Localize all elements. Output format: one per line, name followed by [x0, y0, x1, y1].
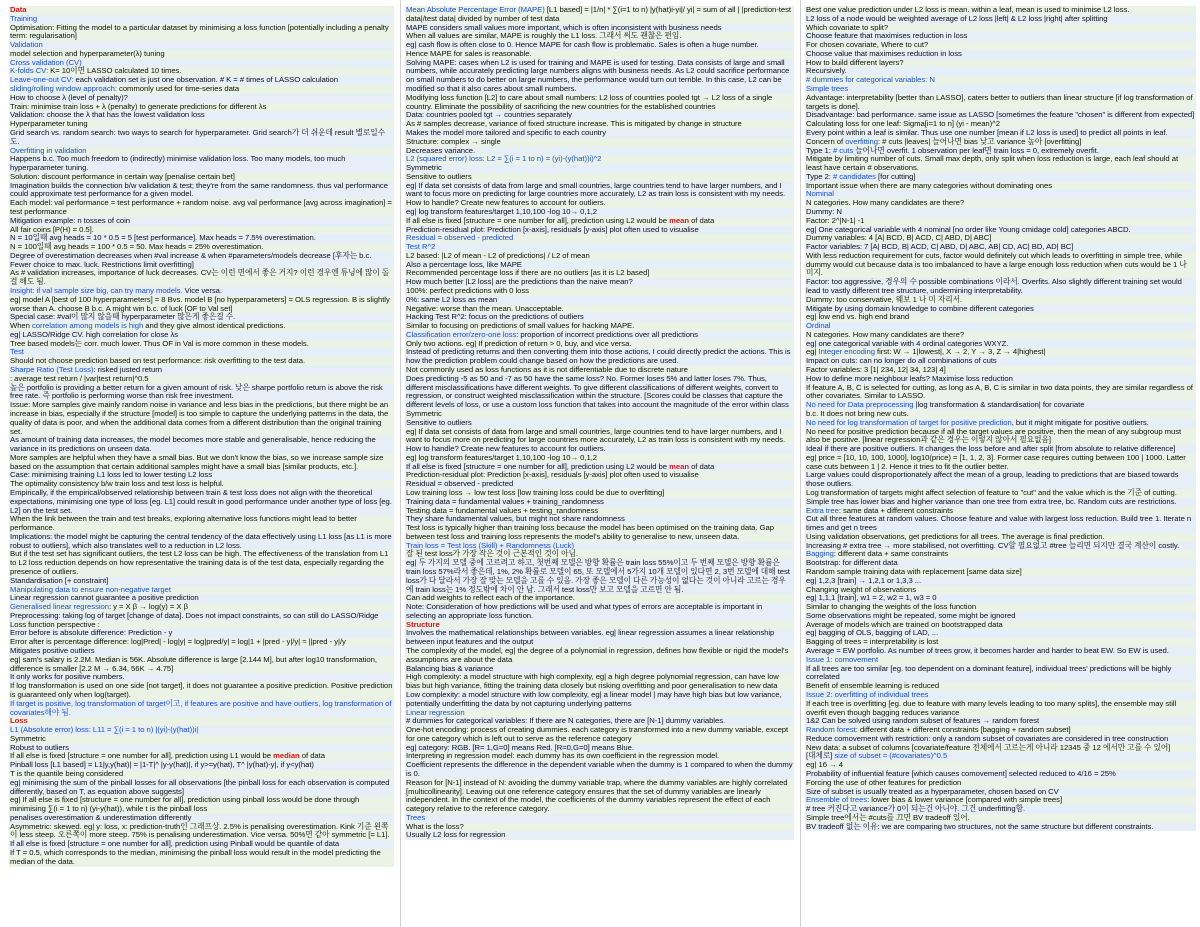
- section-heading: Structure: [405, 621, 794, 630]
- note-text: [L1 based] = |1/n| * ∑(i=1 to n) |y(hat)i-yi|/ yi| = sum of all | |prediction-test data|/test data| divided by number of test data: [406, 5, 791, 23]
- topic-heading: Simple trees: [805, 85, 1196, 94]
- note-line: If log transformation is used on one side [not target], it does not guarantee a positive prediction. Positive prediction is guaranteed only when log(target).: [10, 681, 393, 699]
- note-line: Solving MAPE: cases when L2 is used for training and MAPE is used for testing. Data consists of large and small numbers, while accurately predicting large numbers aligns with business needs. As L2 could sacrifice performance on small numbers to do better on large numbers, the performance would turn out terrible. In this case, L2 can be modified so that it also cares about small numbers.: [405, 59, 794, 94]
- note-line: # dummies for categorical variables: If there are N categories, there are [N-1] dummy variables.: [405, 717, 794, 726]
- highlight-term: Generalised linear regression: [10, 602, 109, 612]
- note-line: Each model: val performance = test performance + random noise. avg val performance [avg across imagination] = test performance: [9, 199, 394, 217]
- note-line: Tree based models는 corr. much lower. Thus OF in Val is more common in these models.: [9, 340, 394, 349]
- note-line: model selection and hyperparameter(λ) tuning: [9, 50, 394, 59]
- note-line: Training data = fundamental values + training_randomness: [405, 498, 794, 507]
- note-line: Sensitive to outliers: [405, 173, 794, 182]
- highlight-term: size of subset = (#covariates)^0.5: [834, 751, 948, 761]
- note-line: New data: a subset of columns [covariate/feature 전체에서 고르는게 아니라 12345 중 12 에서만 고를 수 있어]: [805, 744, 1196, 753]
- section-heading: Loss: [9, 717, 394, 726]
- note-line: penalises overestimation & underestimation differently: [9, 814, 394, 823]
- note-line: More samples are helpful when they have a small bias. But we don't know the bias, so we increase sample size based on the assumption that certain additional samples might have a small bias [similar products, etc.].: [9, 454, 394, 472]
- note-line: Issue: More samples give mainly random noise in variance and less bias in the predictions, but there might be an increase in bias, especially if the structure [model] is too simple to capture the underlying patterns in the data, the quality of data is poor, and when the additional data comes from a different distribution than the original training set.: [9, 401, 394, 436]
- note-line: Does predicting -5 as 50 and -7 as 50 have the same loss? No. Former loses 5% and latter loses 7%. Thus, different misclassifications have different weights. To give different classifications of different weights, convert to regression, or construct weighted misclassification within the structure. [Scores could be classes that capture the different levels of loss, or use a custom loss function that takes into account the magnitude of the error within class: [405, 375, 794, 410]
- note-line: Optimisation: Fitting the model to a particular dataset by minimising a loss function [potentially including a penalty term: regularisation]: [9, 24, 394, 42]
- note-line: Mitigation example: n tosses of coin: [9, 217, 394, 226]
- note-line: eg| log transform features/target 1,10,100 -log 10→ 0,1,2: [405, 454, 794, 463]
- topic-heading: Issue 2: overfitting of individual trees: [805, 691, 1196, 700]
- note-text: : same data + different constraints: [838, 505, 953, 515]
- note-text: eg|: [806, 347, 819, 357]
- note-line: With less reduction requirement for cuts, factor would definitely cut which leads to overfitting in simple tree, while dummy would cut because data is too imbalanced to have a large enough loss reduction when cuts would be 1 나 미지.: [805, 252, 1196, 278]
- note-line: Factor: too aggressive, 경우의 수 possible combinations 이라서. Overfits. Also slightly different training set would lead to vastly different tree structure, undermining interpretability.: [805, 278, 1196, 296]
- note-line: Hacking Test R^2: focus on the predictions of outliers: [405, 313, 794, 322]
- note-text: Type 2:: [806, 171, 833, 181]
- highlight-term: overfitting: [845, 136, 878, 146]
- note-line: Symmetric: [405, 410, 794, 419]
- note-line: Disadvantage: bad performance. same issue as LASSO [sometimes the feature "chosen" is different from expected]: [806, 110, 1195, 120]
- note-text: , but it might mitigate for positive outliers.: [1011, 417, 1149, 427]
- note-line: : average test return / |var|test return|^0.5: [9, 375, 394, 384]
- note-line: eg| One categorical variable with 4 nominal [no order like Young cmidage cold] categories ABCD.: [805, 226, 1196, 235]
- note-text: first: W → 1|lowest|, X → 2, Y → 3, Z → 4|highest|: [874, 347, 1046, 357]
- mixed-note-line: [405, 6, 794, 24]
- note-line: Recommended percentage loss if there are no outliers [as it is L2 based]: [405, 269, 794, 278]
- note-line: 100%: perfect predictions with 0 loss: [405, 287, 794, 296]
- note-line: The complexity of the model, eg| the degree of a polynomial in regression, defines how flexible or rigid the model's assumptions are about the data: [405, 647, 794, 665]
- note-line: eg| category: RGB. [R= 1,G=0] means Red. [R=0,G=0] means Blue.: [405, 744, 794, 753]
- highlight-term: Integer encoding: [818, 347, 875, 357]
- note-line: eg| 1,1,1 [train], w1 = 2, w2 = 1, w3 = 0: [805, 594, 1196, 603]
- note-line: Special case: #val이 많지 않을때 hyperparameter 많은게 좋은걸 수.: [9, 313, 394, 322]
- note-line: If feature A, B, C is selected for cutting, as long as A, B, C is similar in two data points, they are similar regardless of other covariates. Similar to LASSO.: [805, 384, 1196, 402]
- note-line: eg| If data set consists of data from large and small countries, large countries tend to have larger numbers, and I want to focus more on predicting for large countries more accurately, L2 as train loss is consistent with my needs.: [405, 182, 794, 200]
- note-line: Residual = observed - predicted: [405, 480, 794, 489]
- note-line: eg| If all else is fixed [structure = one number for all], prediction using pinball loss would be done through minimising ∑(i = 1 to n) (yi-y(hat)), while t is the pinball loss: [9, 796, 394, 814]
- note-line: L2 based: |L2 of mean - L2 of predictions| / L2 of mean: [405, 252, 794, 261]
- note-line: Simple tree에서는 #cuts를 끄면 BV tradeoff 있어.: [805, 814, 1196, 823]
- note-line: Error before is absolute difference: Prediction - y: [9, 629, 394, 638]
- topic-heading: Validation: [9, 41, 394, 50]
- note-text: |log transformation & standardisation| for covariate: [913, 400, 1085, 410]
- note-text: of data: [299, 751, 325, 761]
- highlight-term: # candidates: [832, 171, 876, 181]
- note-line: Similar to focusing on predictions of small values for hacking MAPE.: [405, 322, 794, 331]
- note-line: Negative: worse than the mean. Unacceptable.: [405, 305, 794, 314]
- note-line: Solution: discount performance in certain way [penalise certain bet]: [9, 173, 394, 182]
- note-text: : y = X β → log(y) = X β: [108, 602, 188, 612]
- note-line: For chosen covariate, Where to cut?: [805, 41, 1196, 50]
- note-text: and they give almost identical predictions.: [143, 321, 286, 331]
- note-text: [for cutting]: [875, 171, 916, 181]
- note-line: Which covariate to split?: [805, 24, 1196, 33]
- topic-heading: Train loss = Test loss (Skill) + Randomness (Luck): [405, 542, 794, 551]
- highlight-term: correlation among models is high: [31, 321, 144, 331]
- note-line: Degree of overestimation decreases when #val increase & when #parameters/models decrease [후자는 b.c. Fewer choice to max. luck. Restrictions limit overfitting]: [9, 252, 394, 270]
- note-line: Loss function perspective :: [9, 621, 394, 630]
- note-line: As # validation increases, importance of luck decreases. CV는 이런 면에서 좋은 거지? 이런 경우엔 튜닝에 많이 돌 걸 해도 됨.: [9, 269, 394, 287]
- note-line: Calculating loss for one leaf: Sigma[i=1 to n] (yi - mean)^2: [805, 120, 1196, 129]
- note-line: Benefit of ensemble learning is reduced: [805, 682, 1196, 691]
- highlight-term: Insight: if val sample size big, can try many models.: [10, 286, 183, 295]
- mixed-note-line: [805, 752, 1196, 761]
- highlight-term: Random forest: [806, 725, 856, 735]
- note-line: Using validation observations, get predictions for all trees. The average is final prediction.: [805, 533, 1196, 542]
- note-line: Case: minimising training L1 loss led to lower testing L2 loss: [9, 471, 394, 480]
- highlight-term: No need for log transformation of target for positive prediction: [806, 417, 1012, 427]
- note-text: of data: [688, 461, 715, 471]
- note-text: [대체로]: [806, 751, 835, 761]
- note-line: Low complexity: a model structure with low complexity, eg| a linear model | may have high bias but low variance, potentially underfitting the data by not capturing underlying patterns: [405, 691, 794, 709]
- highlight-term: K-folds CV:: [10, 66, 49, 76]
- note-line: N categories. How many candidates are there?: [805, 199, 1196, 208]
- note-line: Mitigates positive outliers: [9, 647, 394, 656]
- note-line: Dummy: too conservative, 웨보 1 나 미 자리서.: [805, 296, 1196, 305]
- note-line: If each tree is overfitting [eg. due to feature with many levels leading to too many splits], the ensemble may still overfit even though bagging reduces variance: [805, 700, 1196, 718]
- note-line: N = 10일때 avg heads = 10 * 0.5 = 5 [test performance]. Max heads = 7.5% overestimation.: [9, 234, 394, 243]
- note-text: Concern of: [806, 136, 846, 146]
- note-line: 잘 된 test loss가 가장 작은 것이 근본적인 것이 아님.: [405, 550, 794, 559]
- key-term: mean: [669, 461, 689, 471]
- note-text: If all else is fixed [structure = one number for all], prediction using L2 would be: [406, 215, 670, 225]
- note-line: Choose value that maximises reduction in loss: [805, 50, 1196, 59]
- note-line: Hence MAPE for sales is reasonable.: [405, 50, 794, 59]
- note-line: Similar to changing the weights of the loss function: [805, 603, 1196, 612]
- note-line: Note: Consideration of how predictions will be used and what types of errors are acceptable is important in selecting an appropriate loss function.: [405, 603, 794, 621]
- note-line: High complexity: a model structure with high complexity, eg| a high degree polynomial regression, can have low bias but high variance, fitting the training data closely but risking overfitting and poor generalisation to new data: [405, 673, 794, 691]
- note-text: K= 10이면 LASSO calculated 10 times.: [48, 66, 182, 76]
- note-line: Random sample training data with replacement [same data size]: [805, 568, 1196, 577]
- key-term: median: [273, 751, 300, 761]
- column-trees: [800, 0, 1200, 927]
- note-line: Empirically, if the empirical/observed relationship between train & test loss does not align with the theoretical expectations, minimising one type of loss [eg. L1] could result in good performance under another type of loss [eg. L2] on the test set.: [9, 489, 394, 515]
- note-line: 높은 portfolio is providing a better return for a given amount of risk. 낮은 sharpe portfolio return is above the risk free rate. 즉 portfolio is performing worse than risk free investment.: [9, 384, 394, 402]
- note-line: Error after is percentage difference: log|Pred| - log|y| = log|pred/y| = log|1 + |pred - y|/y| ≈ ||pred - y|/y: [9, 638, 394, 647]
- note-line: eg| minimising the sum of the pinball losses for all observations [the pinball loss for each observation is computed differently, based on T, as equation above suggests]: [9, 779, 394, 797]
- highlight-term: Leave-one-out CV:: [10, 75, 74, 85]
- note-line: As # samples decrease, variance of fixed structure increase. This is mitigated by change in structure: [405, 120, 794, 129]
- note-text: of data: [688, 215, 715, 225]
- key-term: mean: [669, 215, 689, 225]
- note-line: The optimality consistency b/w train loss and test loss is helpful.: [9, 480, 394, 489]
- note-text: : different data + different constraints [bagging + random subset]: [855, 725, 1071, 735]
- note-line: How to define more neighbour leafs? Maximise loss reduction: [805, 375, 1196, 384]
- note-line: MAPE considers small values more important, which is often inconsistent with business needs: [405, 24, 794, 33]
- topic-heading: Ordinal: [805, 322, 1196, 331]
- topic-heading: # dummies for categorical variables: N: [805, 76, 1196, 85]
- note-line: Happens b.c. Too much freedom to (indirectly) minimise validation loss. Too many models, too much hyperparameter tuning.: [9, 155, 394, 173]
- note-line: Factor: 2^|N-1| -1: [805, 217, 1196, 226]
- highlight-term: Sharpe Ratio (Test Loss): [10, 365, 94, 375]
- highlight-term: No need for Data preprocessing: [806, 400, 914, 410]
- note-line: Linear regression cannot guarantee a positive prediction: [9, 594, 394, 603]
- note-line: Factor variables: 3 [1| 234, 12| 34, 123| 4]: [805, 366, 1196, 375]
- topic-heading: Manipulating data to ensure non-negative target: [9, 586, 394, 595]
- note-text: : lower bias & lower variance [compared with simple trees]: [867, 795, 1063, 805]
- note-line: Choose feature that maximises reduction in loss: [805, 32, 1196, 41]
- topic-heading: L1 (Absolute error) loss: L11 = ∑(i = 1 to n) |(yi)-(y(hat))i|: [9, 726, 394, 735]
- note-text: If all else is fixed [structure = one number for all], prediction using L2 would be: [406, 461, 670, 471]
- note-line: Factor variables: 7 [A| BCD, B| ACD, C| ABD, D| ABC, AB| CD, AC| BD, AD| BC]: [805, 243, 1196, 252]
- note-line: 0%: same L2 loss as mean: [405, 296, 794, 305]
- note-line: If T = 0.5, which corresponds to the median, minimising the pinball loss would result in the model predicting the median of the data.: [9, 849, 394, 867]
- topic-heading: Cross validation (CV): [9, 59, 394, 68]
- note-line: Validation: choose the λ that has the lowest validation loss: [9, 111, 394, 120]
- note-text: If all else is fixed [structure = one number for all], prediction using L1 would be: [10, 751, 274, 761]
- topic-heading: Trees: [405, 814, 794, 823]
- note-line: Involves the mathematical relationships between variables. eg| linear regression assumes a linear relationship between input features and the output: [405, 629, 794, 647]
- topic-heading: Issue 1: comovement: [805, 656, 1196, 665]
- note-line: If all else is fixed [structure = one number for all], prediction using Pinball would be quantile of data: [9, 840, 394, 849]
- topic-heading: Overfitting in validation: [9, 147, 394, 156]
- note-line: eg| 16 → 4: [805, 761, 1196, 770]
- note-line: Mitigate by limiting number of cuts. Small max depth, only split when loss reduction is large, each leaf should at least have certain # observations.: [805, 155, 1196, 173]
- note-line: Asymmetric: skewed. eg| y: loss, x: prediction-truth인 그래프상. 2.5% is penalising overestimation. Kink 기준 왼쪽이 less steep. 오른쪽이 more steep. 75% is penalising underestimation. Vice versa. 50%면 같아 symmetric [= L1].: [9, 823, 394, 841]
- note-line: Impact on cuts: can no longer do all combinations of cuts: [805, 357, 1196, 366]
- note-line: Can add weights to reflect each of the importance.: [405, 594, 794, 603]
- note-line: N = 100일때 avg heads = 100 * 0.5 = 50. Max heads = 25% overestimation.: [9, 243, 394, 252]
- note-line: Ideal if there are positive outliers. It changes the loss before and after split [from absolute to relative difference]: [805, 445, 1196, 454]
- note-line: eg| low end vs. high end brand: [805, 313, 1196, 322]
- note-line: Hyperparameter tuning: [9, 120, 394, 129]
- note-line: Should not choose prediction based on test performance: risk overfitting to the test data.: [9, 357, 394, 366]
- note-text: When: [10, 321, 32, 331]
- note-line: Dummy variables: 4 [A| BCD, B| ACD, C| ABD, D| ABC]: [805, 234, 1196, 243]
- note-line: Recursively.: [805, 67, 1196, 76]
- note-line: Dummy: N: [805, 208, 1196, 217]
- note-line: Best one value prediction under L2 loss is mean. within a leaf, mean is used to minimise L2 loss.: [805, 6, 1196, 15]
- note-line: Reduce comovement with restriction: only a random subset of covariates are considered in tree construction: [805, 735, 1196, 744]
- note-line: Makes the model more tailored and specific to each country: [405, 129, 794, 138]
- column-metrics-structure: [400, 0, 798, 927]
- note-line: eg| If data set consists of data from large and small countries, large countries tend to have larger numbers, and I want to focus more on predicting for large countries more accurately, L2 as train loss is consistent with my needs.: [405, 428, 794, 446]
- highlight-term: Mean Absolute Percentage Error (MAPE): [406, 5, 545, 14]
- note-line: L2 loss of a node would be weighted average of L2 loss |left| & L2 loss |right| after splitting: [805, 15, 1196, 24]
- note-line: Structure: complex → single: [405, 138, 794, 147]
- note-line: Prediction-residual plot: Prediction [x-axis], residuals [y-axis] plot often used to visualise: [405, 471, 794, 480]
- note-line: They share fundamental values, but might not share randomness: [405, 515, 794, 524]
- highlight-term: Ensemble of trees: [806, 795, 868, 805]
- note-line: As amount of training data increases, the model becomes more stable and generalisable, hence reducing the variance in its predictions on unseen data.: [9, 436, 394, 454]
- topic-heading: L2 (squared error) loss: L2 = ∑(i = 1 to n) = (yi)-(y(hat))i)^2: [405, 155, 794, 164]
- note-line: eg| log transform features/target 1,10,100 -log 10→ 0,1,2: [405, 208, 794, 217]
- note-text: : proportion of incorrect predictions over all predictions: [516, 329, 698, 339]
- highlight-term: sliding/rolling window approach:: [10, 84, 117, 94]
- note-line: Bootstrap: for different data: [805, 559, 1196, 568]
- note-line: Changing weight of observations: [805, 586, 1196, 595]
- note-line: Log transformation of targets might affect selection of feature to "cut" and the value which is the 기준 of cutting.: [805, 489, 1196, 498]
- note-line: Usually L2 loss for regression: [405, 831, 794, 840]
- note-line: It only works for positive numbers.: [9, 673, 394, 682]
- note-line: T is the quantile being considered: [9, 770, 394, 779]
- note-line: Forcing the use of other features for prediction: [805, 779, 1196, 788]
- note-line: But if the test set has significant outliers, the test L2 loss can be high. The effectiveness of the translation from L1 to L2 loss reduction depends on how representative the training data is of the test data, especially regarding the presence of outliers.: [9, 550, 394, 576]
- note-line: All fair coins [P(H) = 0.5].: [9, 226, 394, 235]
- note-line: 1&2 Can be solved using random subset of features → random forest: [805, 717, 1196, 726]
- note-line: b.c. It does not bring new cuts.: [805, 410, 1196, 419]
- note-line: How much better |L2 loss| are the predictions than the naive mean?: [405, 278, 794, 287]
- note-line: Every point within a leaf is similar. Thus use one number [mean if L2 loss is used] to predict all points in leaf.: [805, 129, 1196, 138]
- note-text: Type 1:: [806, 145, 833, 155]
- note-line: # tree 커진다고 variance가 0이 되는건 아니야. 그건 underfitting함.: [805, 805, 1196, 814]
- note-line: Testing data = fundamental values + testing_randomness: [405, 507, 794, 516]
- note-line: Only two actions. eg| If prediction of return > 0, buy, and vice versa.: [405, 340, 794, 349]
- note-line: eg| cash flow is often close to 0. Hence MAPE for cash flow is problematic. Sales is often a huge number.: [405, 41, 794, 50]
- note-line: Symmetric: [405, 164, 794, 173]
- note-line: eg| LASSO/Ridge CV. high correlation for close λs: [9, 331, 394, 340]
- note-line: eg| model A [best of 100 hyperparameters] = 8 Bvs. model B [no hyperparameters] = OLS regression. B is slightly worse than A. choose B b.c. A might win b.c. of luck [OF to Val set]: [9, 296, 394, 314]
- note-line: Size of subset is usually treated as a hyperparameter, chosen based on CV: [805, 788, 1196, 797]
- note-line: Data: countries pooled tgt → countries separately: [405, 111, 794, 120]
- note-line: eg| 1,2,3 [train] → 1,2,1 or 1,3,3 ...: [805, 577, 1196, 586]
- note-line: Standardisation [+ constraint]: [9, 577, 394, 586]
- highlight-term: # cuts: [832, 145, 854, 155]
- topic-heading: Test R^2: [405, 243, 794, 252]
- note-line: Coefficient represents the difference in the dependent variable when the dummy is 1 compared to when the dummy is 0.: [406, 760, 793, 778]
- note-line: Pinball loss [L1 based] = L1|y,y(hat)| = |1-T|^ |y-y(hat)|, if y>=y(hat), T^ |y(hat)-y|, if y<y(hat): [9, 761, 394, 770]
- note-line: Implications: the model might be capturing the central tendency of the data effectively using L1 loss [as L1 is more robust to outliers], which also translates well to a reduction in L2 loss.: [9, 533, 394, 551]
- column-data-loss: [0, 0, 398, 927]
- note-line: Sensitive to outliers: [405, 419, 794, 428]
- note-line: Not commonly used as loss functions as it is not differentiable due to discrete nature: [405, 366, 794, 375]
- note-line: Also a percentage loss, like MAPE: [405, 261, 794, 270]
- note-text: : different data + same constraints: [833, 549, 949, 559]
- note-line: Average = EW portfolio. As number of trees grow, it becomes harder and harder to beat EW. So EW is used.: [805, 647, 1196, 656]
- note-line: When the link between the train and test breaks, exploring alternative loss functions might lead to better performance.: [9, 515, 394, 533]
- note-line: One-hot encoding: process of creating dummies. each category is transformed into a new dummy variable, except for one category which is left out to serve as the reference category: [405, 726, 794, 744]
- note-line: Preprocessing: taking log of target [change of data]. Does not impact constraints, so can still do LASSO/Ridge: [9, 612, 394, 621]
- note-text: 늘어나면 overfit. 1 observation per leaf면 train loss = 0, extremely overfit.: [853, 145, 1099, 155]
- note-line: If all trees are too similar [eg. too dependent on a dominant feature], individual trees' predictions will be highly correlated: [805, 665, 1196, 683]
- note-line: Imagination builds the connection b/w validation & test; they're from the same randomness. thus val performance could approximate test performance for a given model.: [9, 182, 394, 200]
- note-line: Grid search vs. random search: two ways to search for hyperparameter. Grid search가 더 쉬운데 result 별로일수도.: [9, 129, 394, 147]
- note-line: N categories. How many candidates are there?: [805, 331, 1196, 340]
- note-text: commonly used for time-series data: [116, 84, 240, 94]
- note-line: BV tradeoff 없는 이유: we are comparing two structures, not the same structure but different constraints.: [805, 823, 1196, 832]
- topic-heading: If target is positive, log transformation of target이고, if features are positive and have outliers, log transformation of covariates해야 됨.: [9, 700, 394, 718]
- section-heading: Data: [9, 6, 394, 15]
- note-line: eg| sam's salary is 2.2M. Median is 56K. Absolute difference is large [2.144 M], but after log10 transformation, difference is smaller [2.2 M → 6.34, 56K → 4.75]: [9, 656, 394, 674]
- note-line: Train: minimise train loss + λ (penalty) to generate predictions for different λs: [9, 103, 394, 112]
- note-line: How to choose λ (level of penalty)?: [9, 94, 394, 103]
- note-line: Reason for [N-1] instead of N: avoiding the dummy variable trap, where the dummy variables are highly correlated [multicollinearity]. Leaving out one reference category ensures that the set of dummy variables are linearly independent. In the context of the model, the coefficients of the dummy variables represent the effect of each category relative to the reference category.: [405, 779, 794, 814]
- note-line: Some observations might be repeated, some might be ignored: [805, 612, 1196, 621]
- note-line: Test loss is typically higher than training loss because the model has been optimised on the training data. Gap between test loss and training loss represents the model's ability to generalise to new, unseen data.: [405, 524, 794, 542]
- note-line: Robust to outliers: [9, 744, 394, 753]
- note-line: Average of models which are trained on bootstrapped data: [805, 621, 1196, 630]
- note-line: Cut all three features at random values. Choose feature and value with largest loss reduction. Build tree 1. Iterate n times and get n trees: [805, 515, 1196, 533]
- topic-heading: Linear regression: [405, 709, 794, 718]
- topic-heading: Test: [9, 348, 394, 357]
- note-line: Important issue when there are many categories without dominating ones: [805, 182, 1196, 191]
- note-line: Increasing # extra tree → more stabilised, not overfitting. CV할 필요없고 #tree 늘리면 되지만 결국 계산이 costly.: [805, 542, 1196, 551]
- note-line: Decreases variance.: [405, 147, 794, 156]
- note-line: How to handle? Create new features to account for outliers.: [405, 199, 794, 208]
- note-line: Bagging of trees = interpretability is lost: [805, 638, 1196, 647]
- note-line: eg| bagging of OLS, bagging of LAD, ...: [805, 629, 1196, 638]
- note-line: Advantage: interpretability [better than LASSO], caters better to outliers than linear structure [if log transformation of targets is done].: [805, 94, 1196, 112]
- note-line: What is the loss?: [405, 823, 794, 832]
- note-line: Mitigate by using domain knowledge to combine different categories: [805, 305, 1196, 314]
- note-line: How to handle? Create new features to account for outliers.: [405, 445, 794, 454]
- note-line: Modifying loss function [L2] to care about small numbers: L2 loss of countries pooled tgt → L2 loss of a single country. Eliminate the possibility of sacrificing the new countries for the established countries: [405, 94, 794, 112]
- note-line: How to build different layers?: [805, 59, 1196, 68]
- note-line: Symmetric: [9, 735, 394, 744]
- note-line: eg| price = [10, 10, 100, 1000], log10(price) = [1, 1, 2, 3]. Former case requires cutting between 100 | 1000. Latter case cuts between 1 | 2. Hence it tries to fit the outlier better.: [805, 454, 1196, 472]
- note-line: No need for positive prediction because if all the target values are positive, then the mean of any subgroup must also be positive. [linear regression과 같은 경우는 이렇지 않아서 필요없음]: [805, 428, 1196, 446]
- note-line: eg| 두 가지의 모델 중에 고르려고 하고, 첫번째 모델은 방향 확률은 train loss 55%이고 두 번째 모델은 방향 확률은 train loss 57%라서 좋은데, 1%, 2% 확률로 모델이 65, 또 모델에서 5가지 10개 모델이 있다면 2, 3번 모델에 대해 test loss가 다 달라서 가장 잘 맞는 모델을 고를 수 있음. 가장 좋은 모델이 다른 가능성이 없다는 것이 아니라 고르는 경우에 train loss는 1% 정도밖에 차이 안 남. 그래서 test loss만 보고 모델을 고르면 안 됨.: [405, 559, 794, 594]
- highlight-term: Bagging: [806, 549, 834, 559]
- note-line: Simple tree has lower bias and higher variance than one tree from extra tree, bc. Random cuts are restrictions.: [805, 498, 1196, 507]
- topic-heading: Nominal: [805, 190, 1196, 199]
- note-text: each validation set is just one observation. # K = # times of LASSO calculation: [73, 75, 338, 85]
- note-text: Vice versa.: [182, 286, 222, 295]
- note-line: When all values are similar, MAPE is roughly the L1 loss. 그래서 써도 괜찮은 편임.: [405, 32, 794, 41]
- note-text: : risked justed return: [93, 365, 162, 375]
- note-line: eg| one categorical variable with 4 ordinal categories WXYZ.: [805, 340, 1196, 349]
- note-line: Prediction-residual plot: Prediction [x-axis], residuals [y-axis] plot often used to visualise: [405, 226, 794, 235]
- topic-heading: Residual = observed - predicted: [405, 234, 794, 243]
- note-line: Balancing bias & variance: [405, 665, 794, 674]
- highlight-term: Classification error/zero-one loss: [406, 329, 517, 339]
- topic-heading: Training: [9, 15, 394, 24]
- note-text: : # cuts |leaves| 늘어나면 bias 낮고 variance 높아 [overfitting]: [877, 136, 1082, 146]
- note-line: Large values could disproportionately affect the mean of a group, leading to predictions that are biased towards those outliers.: [805, 471, 1196, 489]
- note-line: Probability of influential feature [which causes comovement] selected reduced to 4/16 = 25%: [805, 770, 1196, 779]
- note-line: Low training loss → low test loss [low training loss could be due to overfitting]: [405, 489, 794, 498]
- note-line: Interpreting in regression model: each dummy has its own coefficient in the regression model.: [405, 752, 794, 761]
- highlight-term: Extra tree: [806, 505, 839, 515]
- note-line: Instead of predicting returns and then converting them into those actions, I could directly predict the actions. This is how the prediction problem could change based on how the predictions are used.: [405, 348, 794, 366]
